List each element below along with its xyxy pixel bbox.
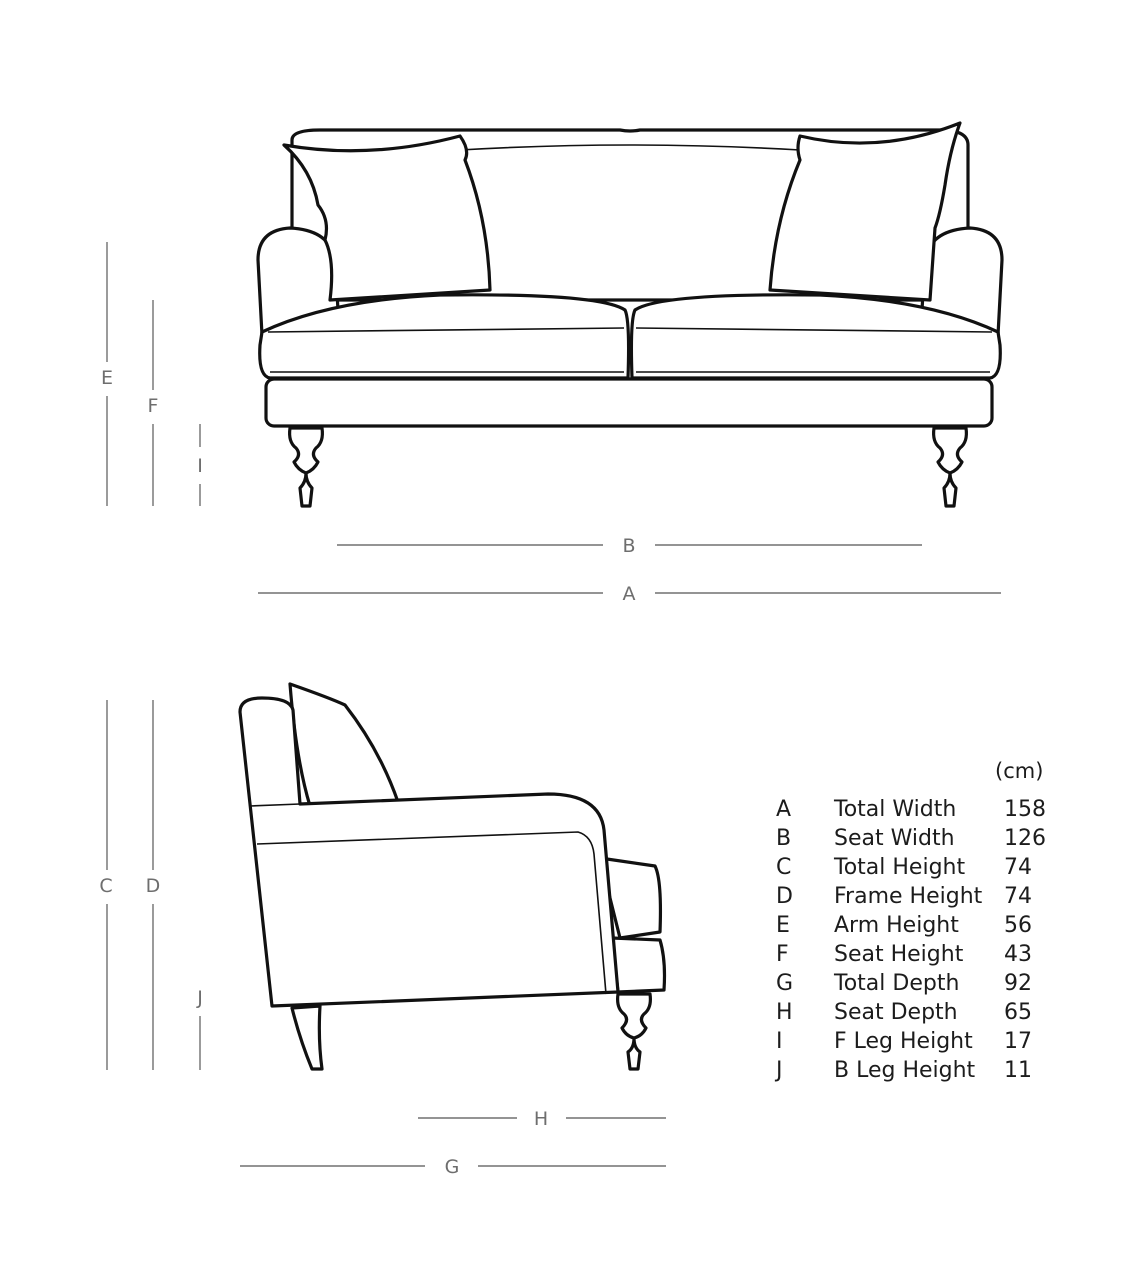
spec-row bbox=[0, 824, 1146, 853]
spec-name: Seat Depth bbox=[834, 1000, 958, 1025]
spec-value: 65 bbox=[1004, 1000, 1032, 1025]
spec-row bbox=[0, 998, 1146, 1027]
spec-name: Total Depth bbox=[834, 971, 960, 996]
spec-name: Seat Width bbox=[834, 826, 955, 851]
spec-row bbox=[0, 969, 1146, 998]
spec-name: B Leg Height bbox=[834, 1058, 976, 1083]
dim-label-e: E bbox=[100, 367, 113, 389]
spec-row bbox=[0, 1027, 1146, 1056]
spec-row bbox=[0, 795, 1146, 824]
spec-value: 43 bbox=[1004, 942, 1032, 967]
spec-name: Total Height bbox=[834, 855, 966, 880]
spec-value: 74 bbox=[1004, 855, 1032, 880]
unit-label: (cm) bbox=[995, 759, 1044, 783]
spec-value: 17 bbox=[1004, 1029, 1032, 1054]
dim-label-a: A bbox=[622, 583, 636, 605]
dim-label-d: D bbox=[145, 875, 161, 897]
spec-key: C bbox=[776, 855, 792, 880]
spec-value: 126 bbox=[1004, 826, 1046, 851]
front-right-leg bbox=[934, 428, 967, 506]
spec-key: H bbox=[776, 1000, 793, 1025]
dim-label-j: J bbox=[197, 987, 203, 1009]
spec-value: 11 bbox=[1004, 1058, 1032, 1083]
spec-row bbox=[0, 853, 1146, 882]
spec-row bbox=[0, 882, 1146, 911]
sofa-front-view bbox=[258, 123, 1002, 506]
dim-label-h: H bbox=[533, 1108, 549, 1130]
side-back-cushion bbox=[290, 684, 398, 806]
dim-label-c: C bbox=[99, 875, 113, 897]
spec-name: Total Width bbox=[834, 797, 957, 822]
spec-key: I bbox=[776, 1029, 783, 1054]
spec-name: Seat Height bbox=[834, 942, 964, 967]
spec-key: J bbox=[776, 1058, 783, 1083]
spec-key: D bbox=[776, 884, 793, 909]
dim-label-f: F bbox=[147, 395, 159, 417]
spec-row bbox=[0, 911, 1146, 940]
spec-value: 56 bbox=[1004, 913, 1032, 938]
dim-label-i: I bbox=[197, 455, 203, 477]
spec-name: Arm Height bbox=[834, 913, 959, 938]
spec-key: G bbox=[776, 971, 794, 996]
spec-row bbox=[0, 940, 1146, 969]
front-right-scatter-cushion bbox=[770, 123, 960, 300]
spec-key: E bbox=[776, 913, 790, 938]
dim-label-b: B bbox=[622, 535, 636, 557]
dim-label-g: G bbox=[444, 1156, 460, 1178]
spec-value: 92 bbox=[1004, 971, 1032, 996]
spec-name: Frame Height bbox=[834, 884, 983, 909]
spec-value: 158 bbox=[1004, 797, 1046, 822]
spec-value: 74 bbox=[1004, 884, 1032, 909]
spec-key: B bbox=[776, 826, 792, 851]
spec-row bbox=[0, 1056, 1146, 1085]
spec-key: F bbox=[776, 942, 789, 967]
front-left-leg bbox=[290, 428, 323, 506]
spec-name: F Leg Height bbox=[834, 1029, 973, 1054]
spec-key: A bbox=[776, 797, 792, 822]
front-base bbox=[266, 379, 992, 426]
